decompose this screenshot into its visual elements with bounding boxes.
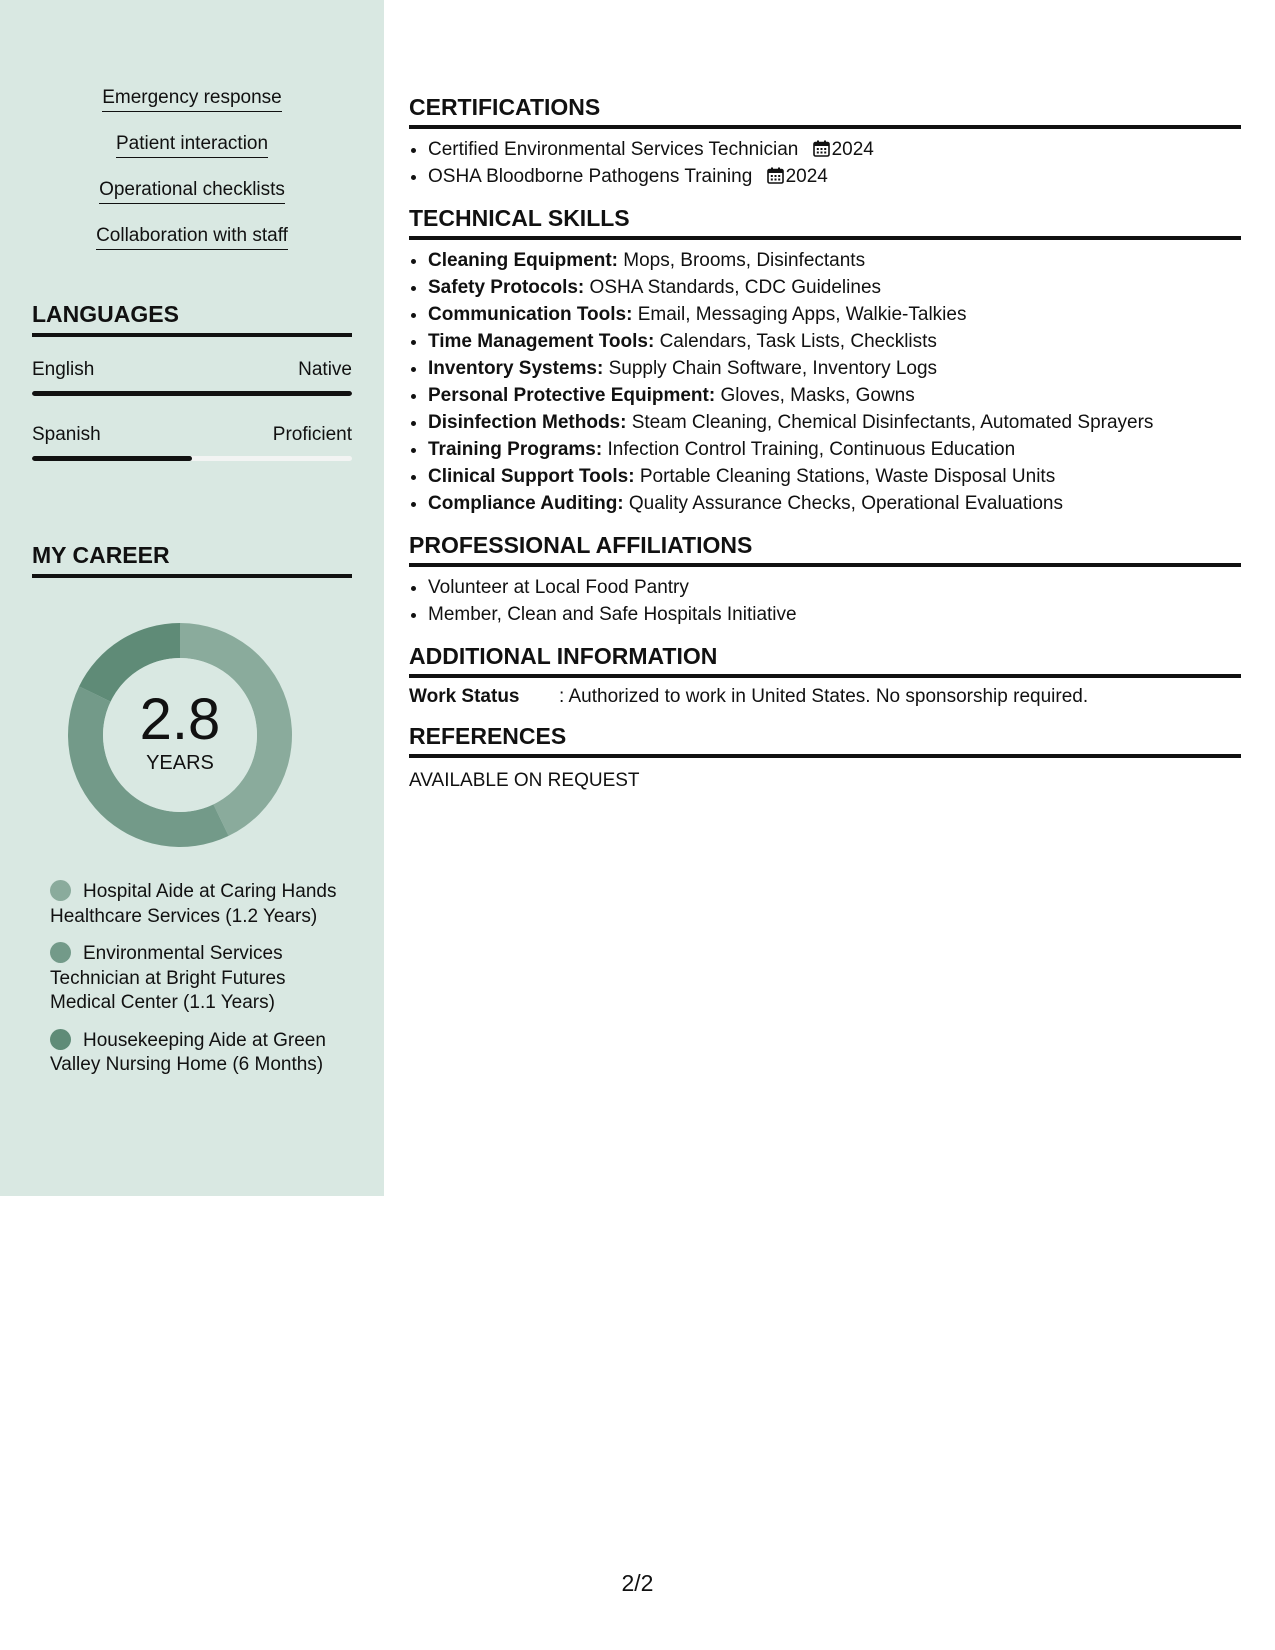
skill-item: Operational checklists bbox=[99, 178, 285, 204]
technical-skill-item bbox=[428, 328, 1241, 355]
language-bar-fill bbox=[32, 456, 192, 461]
career-heading: MY CAREER bbox=[32, 542, 352, 578]
additional-info-heading: ADDITIONAL INFORMATION bbox=[409, 643, 1241, 678]
legend-dot-icon bbox=[50, 880, 71, 901]
references-section bbox=[409, 723, 1241, 792]
legend-dot-icon bbox=[50, 1029, 71, 1050]
career-donut bbox=[62, 617, 298, 853]
technical-skill-value: Quality Assurance Checks, Operational Evaluations bbox=[628, 493, 1063, 514]
technical-skill-value: Mops, Brooms, Disinfectants bbox=[623, 250, 866, 271]
technical-skill-item bbox=[428, 463, 1241, 490]
technical-skill-value: Calendars, Task Lists, Checklists bbox=[659, 331, 937, 352]
affiliation-item: • Member, Clean and Safe Hospitals Initiative bbox=[428, 601, 1241, 628]
language-name: English bbox=[32, 359, 95, 380]
technical-skill-value: Infection Control Training, Continuous Education bbox=[607, 439, 1016, 460]
language-row bbox=[32, 424, 352, 461]
certification-year: 2024 bbox=[785, 166, 828, 187]
technical-skill-value: Portable Cleaning Stations, Waste Disposal Units bbox=[639, 466, 1056, 487]
language-level: Proficient bbox=[272, 424, 352, 445]
technical-skill-value: Gloves, Masks, Gowns bbox=[720, 385, 915, 406]
technical-skill-value: Steam Cleaning, Chemical Disinfectants, Automated Sprayers bbox=[631, 412, 1154, 433]
technical-skill-label: Clinical Support Tools: bbox=[428, 466, 635, 487]
technical-skill-value: Supply Chain Software, Inventory Logs bbox=[608, 358, 938, 379]
career-section bbox=[32, 542, 352, 578]
skill-item: Emergency response bbox=[102, 86, 282, 112]
language-level: Native bbox=[298, 359, 352, 380]
certifications-list bbox=[409, 136, 1241, 190]
career-item-label: Hospital Aide at Caring Hands Healthcare Services (1.2 Years) bbox=[50, 881, 337, 927]
technical-skill-label: Personal Protective Equipment: bbox=[428, 385, 716, 406]
career-list bbox=[50, 880, 340, 1091]
technical-skill-label: Safety Protocols: bbox=[428, 277, 585, 298]
languages-heading: LANGUAGES bbox=[32, 301, 352, 337]
technical-skill-item bbox=[428, 274, 1241, 301]
technical-skill-item bbox=[428, 382, 1241, 409]
language-bar-fill bbox=[32, 391, 352, 396]
technical-skill-label: Disinfection Methods: bbox=[428, 412, 627, 433]
career-total-value: 2.8 bbox=[139, 686, 221, 752]
affiliation-item: • Volunteer at Local Food Pantry bbox=[428, 574, 1241, 601]
affiliations-heading: PROFESSIONAL AFFILIATIONS bbox=[409, 532, 1241, 567]
technical-skills-heading: TECHNICAL SKILLS bbox=[409, 205, 1241, 240]
technical-skill-item bbox=[428, 409, 1241, 436]
certification-year: 2024 bbox=[831, 139, 874, 160]
technical-skill-label: Time Management Tools: bbox=[428, 331, 655, 352]
technical-skill-value: OSHA Standards, CDC Guidelines bbox=[589, 277, 882, 298]
certification-item bbox=[428, 163, 1241, 190]
language-row bbox=[32, 359, 352, 396]
languages-section bbox=[32, 301, 352, 461]
career-item-label: Housekeeping Aide at Green Valley Nursing Home (6 Months) bbox=[50, 1029, 326, 1075]
technical-skill-label: Compliance Auditing: bbox=[428, 493, 624, 514]
certification-name: OSHA Bloodborne Pathogens Training bbox=[428, 166, 753, 187]
technical-skills-list bbox=[409, 247, 1241, 517]
calendar-icon bbox=[813, 140, 830, 157]
technical-skill-item bbox=[428, 247, 1241, 274]
technical-skill-label: Training Programs: bbox=[428, 439, 603, 460]
additional-info-section bbox=[409, 643, 1241, 708]
technical-skill-item bbox=[428, 355, 1241, 382]
language-name: Spanish bbox=[32, 424, 101, 445]
technical-skill-label: Cleaning Equipment: bbox=[428, 250, 618, 271]
work-status-label: Work Status bbox=[409, 686, 520, 707]
career-item bbox=[50, 942, 340, 1016]
main-content bbox=[409, 94, 1241, 807]
language-bar bbox=[32, 391, 352, 396]
language-bar bbox=[32, 456, 352, 461]
certification-item bbox=[428, 136, 1241, 163]
technical-skill-item bbox=[428, 490, 1241, 517]
career-item bbox=[50, 1029, 340, 1078]
affiliations-section bbox=[409, 532, 1241, 628]
work-status-value: : Authorized to work in United States. No sponsorship required. bbox=[559, 686, 1089, 707]
skill-item: Patient interaction bbox=[116, 132, 268, 158]
career-total-unit: YEARS bbox=[146, 751, 214, 774]
technical-skill-item bbox=[428, 301, 1241, 328]
skill-list bbox=[0, 86, 384, 270]
calendar-icon bbox=[767, 167, 784, 184]
page-number: 2/2 bbox=[621, 1570, 654, 1596]
certifications-heading: CERTIFICATIONS bbox=[409, 94, 1241, 129]
skill-item: Collaboration with staff bbox=[96, 224, 288, 250]
legend-dot-icon bbox=[50, 942, 71, 963]
career-item-label: Environmental Services Technician at Bright Futures Medical Center (1.1 Years) bbox=[50, 943, 286, 1013]
technical-skill-label: Inventory Systems: bbox=[428, 358, 604, 379]
career-item bbox=[50, 880, 340, 929]
technical-skill-item bbox=[428, 436, 1241, 463]
certification-name: Certified Environmental Services Technician bbox=[428, 139, 799, 160]
technical-skills-section bbox=[409, 205, 1241, 517]
work-status-row bbox=[409, 686, 1241, 708]
technical-skill-label: Communication Tools: bbox=[428, 304, 633, 325]
certifications-section bbox=[409, 94, 1241, 190]
references-heading: REFERENCES bbox=[409, 723, 1241, 758]
affiliations-list bbox=[409, 574, 1241, 628]
references-text: AVAILABLE ON REQUEST bbox=[409, 770, 640, 791]
sidebar bbox=[0, 0, 384, 1196]
technical-skill-value: Email, Messaging Apps, Walkie-Talkies bbox=[637, 304, 967, 325]
